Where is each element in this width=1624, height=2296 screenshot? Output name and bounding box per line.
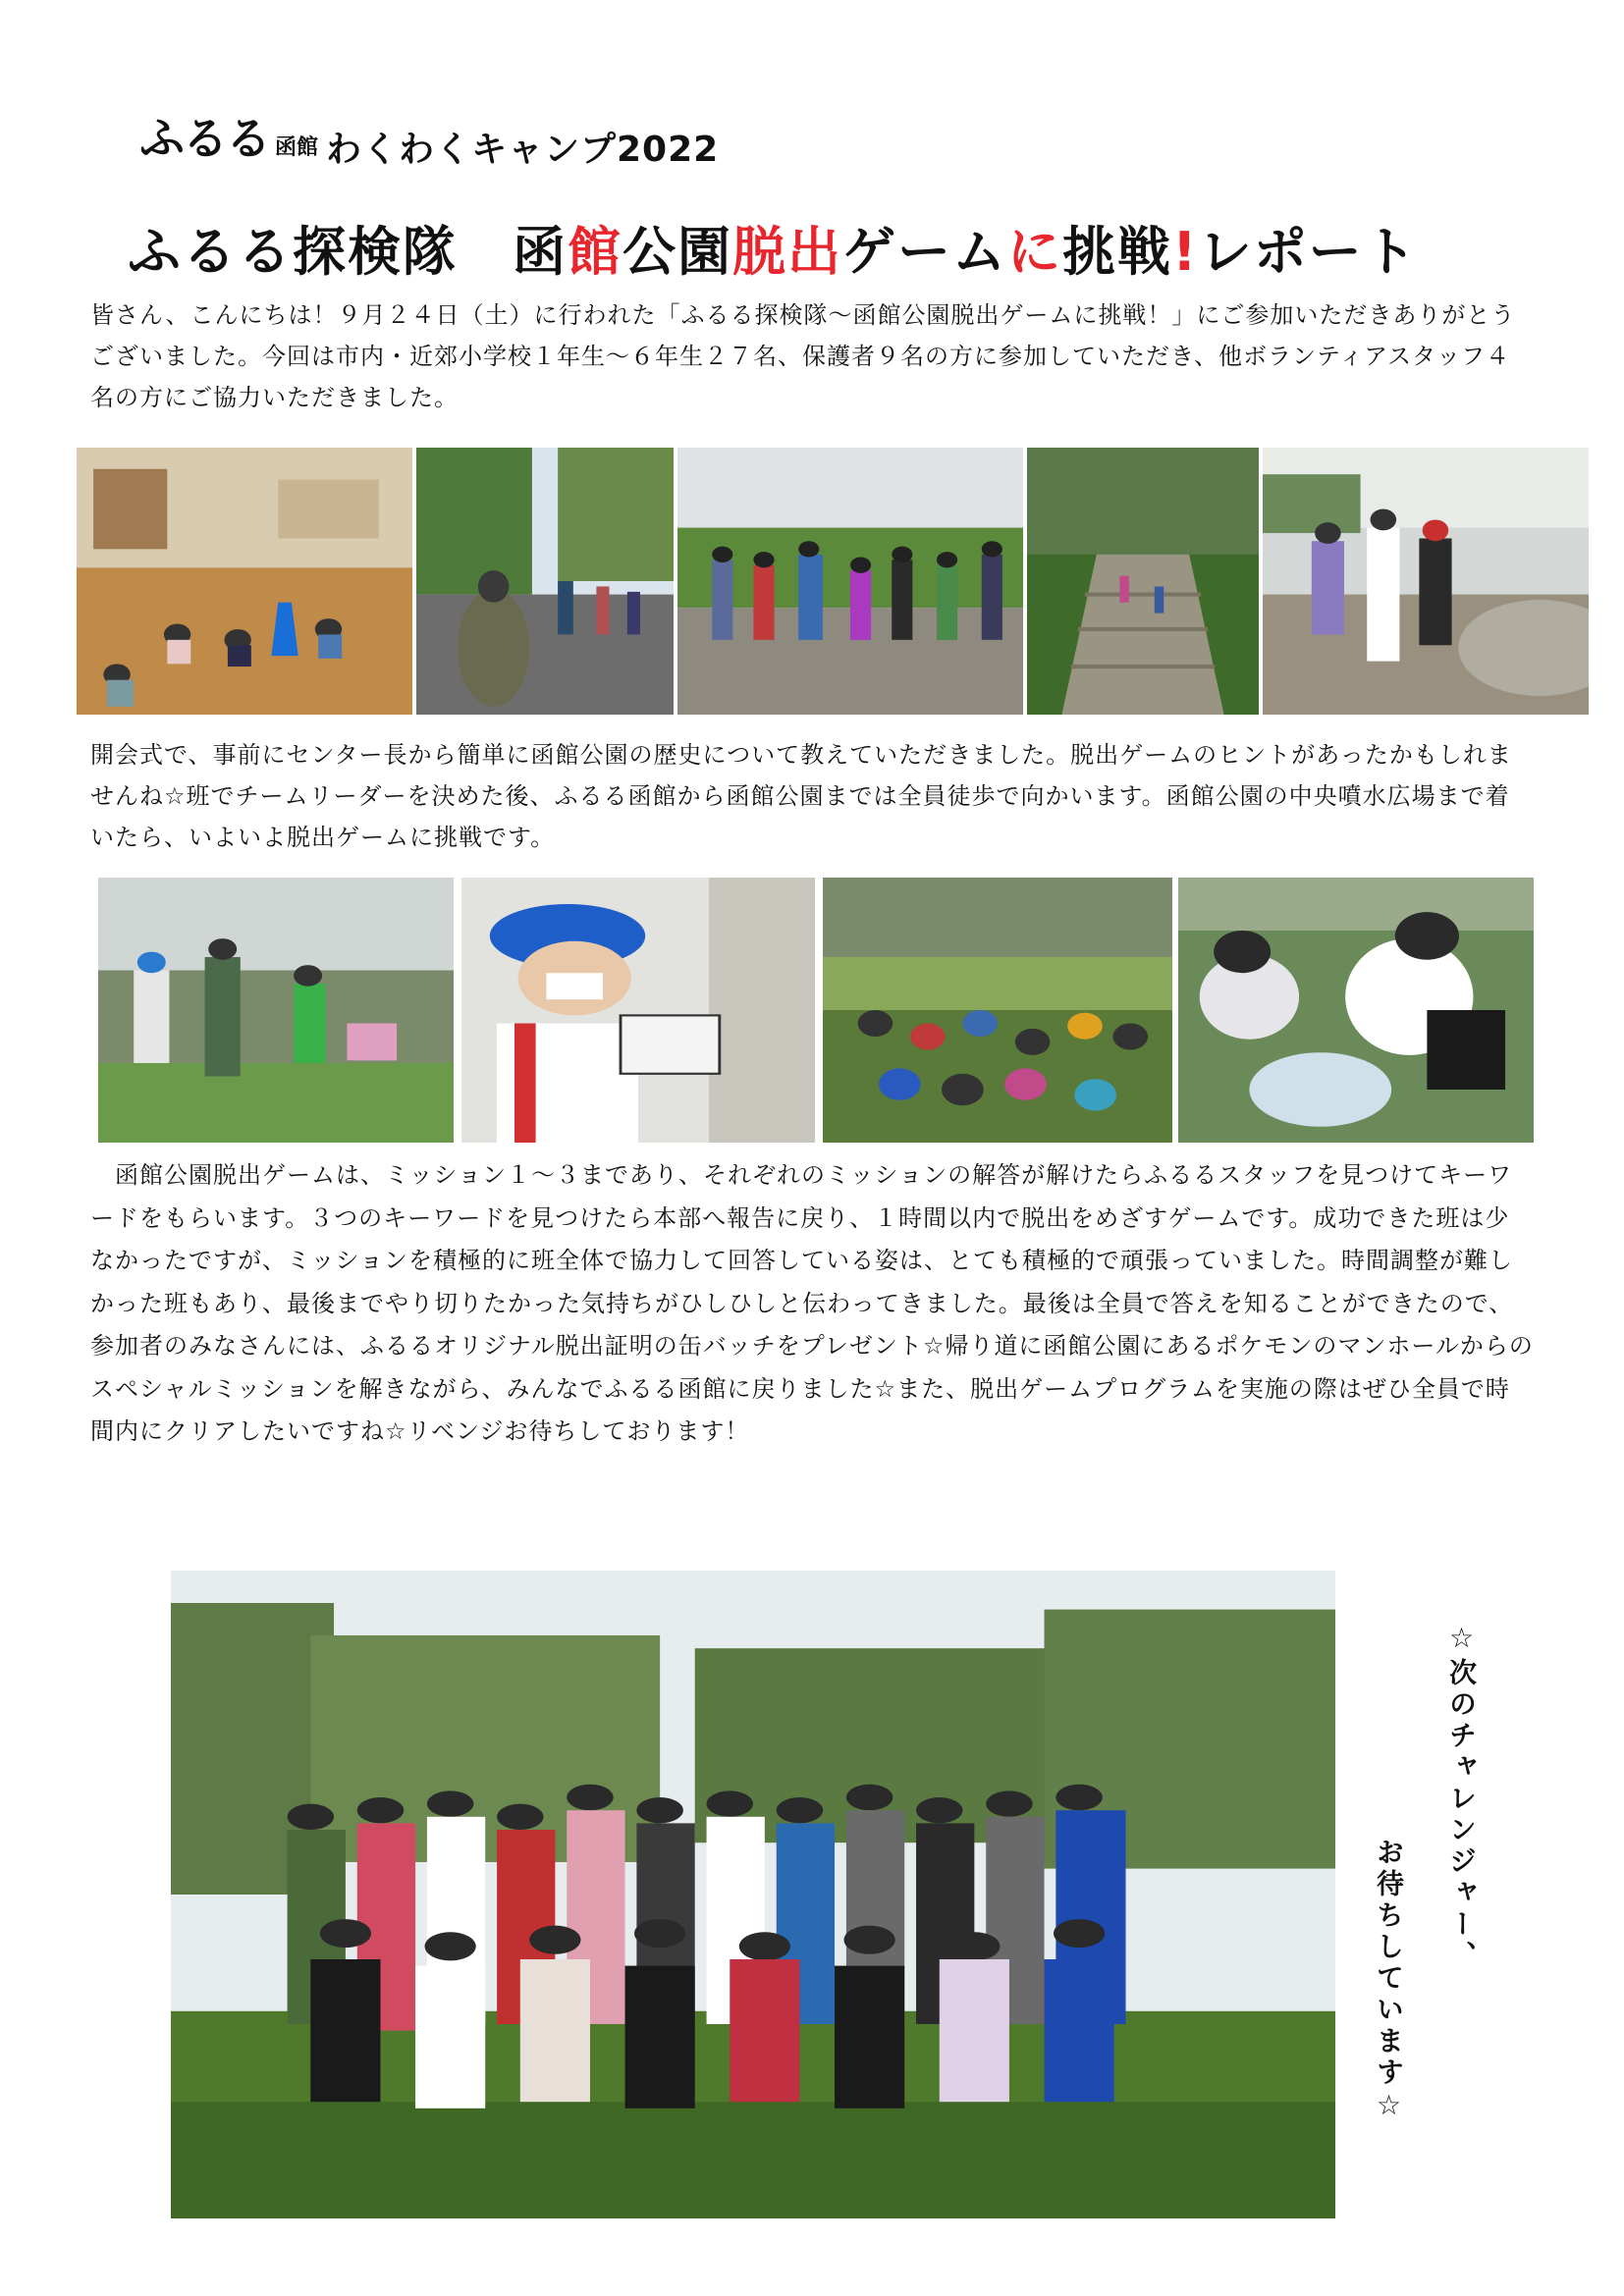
photo-mission-reading bbox=[98, 878, 454, 1143]
closing-line-2: お待ちしています☆ bbox=[1373, 1838, 1405, 2125]
photo-group-portrait bbox=[171, 1571, 1335, 2218]
photo-park-group bbox=[677, 448, 1023, 715]
camp-title: わくわくキャンプ2022 bbox=[326, 130, 720, 170]
title-part-8: ! bbox=[1172, 221, 1199, 283]
photo-group-sitting bbox=[823, 878, 1172, 1143]
photo-girls-reading bbox=[1178, 878, 1534, 1143]
photo-walking-street bbox=[416, 448, 674, 715]
title-part-5: ゲーム bbox=[842, 221, 1007, 283]
opening-paragraph: 開会式で、事前にセンター長から簡単に函館公園の歴史について教えていただきました。脱出ゲームのヒントがあったかもしれませんね☆班でチームリーダーを決めた後、ふるる函館から函館公園までは全員徒歩で向かいます。函館公園の中央噴水広場まで着いたら、いよいよ脱出ゲームに挑戦です。 bbox=[90, 741, 1512, 851]
title-part-9: レポート bbox=[1198, 221, 1419, 283]
closing-line-1: ☆次のチャレンジャー、 bbox=[1445, 1622, 1478, 1972]
photo-stone-steps bbox=[1027, 448, 1259, 715]
logo-mark: ふるる bbox=[139, 112, 269, 165]
title-part-4: 脱出 bbox=[732, 221, 842, 283]
title-part-1: ふるる探検隊 函 bbox=[128, 221, 568, 283]
title-part-2: 館 bbox=[568, 221, 623, 283]
photo-fountain-children bbox=[1263, 448, 1589, 715]
title-part-3: 公園 bbox=[623, 221, 732, 283]
game-paragraph: 函館公園脱出ゲームは、ミッション１～３まであり、それぞれのミッションの解答が解けたらふるるスタッフを見つけてキーワードをもらいます。３つのキーワードを見つけたら本部へ報告に戻り、１時間以内で脱出をめざすゲームです。成功できた班は少なかったですが、ミッションを積極的に班全体で協力して回答している姿は、とても積極的で頑張っていました。時間調整が難しかった班もあり、最後までやり切りたかった気持ちがひしひしと伝わってきました。最後は全員で答えを知ることができたので、参加者のみなさんには、ふるるオリジナル脱出証明の缶バッチをプレゼント☆帰り道に函館公園にあるポケモンのマンホールからのスペシャルミッションを解きながら、みんなでふるる函館に戻りました☆また、脱出ゲームプログラムを実施の際はぜひ全員で時間内にクリアしたいですね☆リベンジお待ちしております！ bbox=[90, 1161, 1534, 1445]
title-part-7: 挑戦 bbox=[1062, 221, 1172, 283]
logo bbox=[139, 112, 319, 165]
photo-gym-opening bbox=[77, 448, 412, 715]
photo-child-writing bbox=[461, 878, 815, 1143]
logo-city: 函館 bbox=[275, 135, 319, 160]
page-title bbox=[128, 210, 1419, 286]
intro-paragraph: 皆さん、こんにちは！９月２４日（土）に行われた「ふるる探検隊～函館公園脱出ゲームに挑戦！」にご参加いただきありがとうございました。今回は市内・近郊小学校１年生～６年生２７名、保護者９名の方に参加していただき、他ボランティアスタッフ４名の方にご協力いただきました。 bbox=[90, 301, 1516, 411]
title-part-6: に bbox=[1007, 221, 1062, 283]
